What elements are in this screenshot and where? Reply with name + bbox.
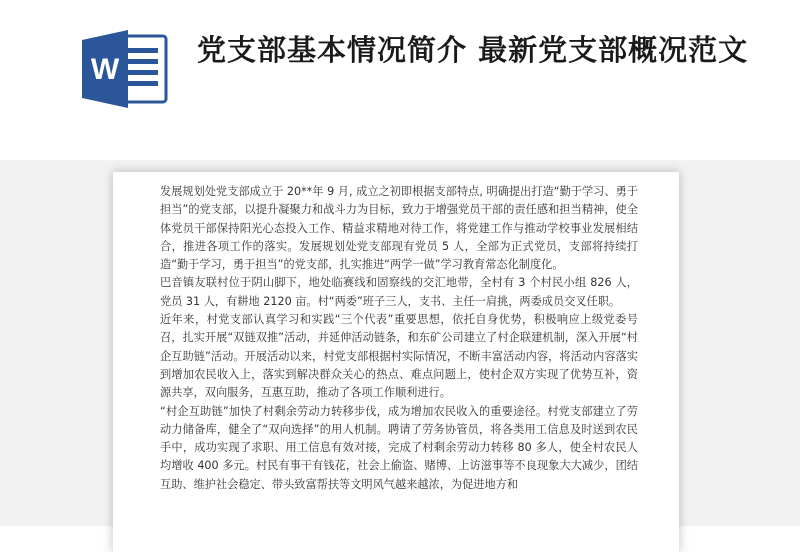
page-title: 党支部基本情况简介 最新党支部概况范文 <box>197 33 749 67</box>
paragraph: 巴音镇友联村位于阴山脚下，地处临赛线和固察线的交汇地带，全村有 3 个村民小组 826 人，党员 31 人，有耕地 2120 亩。村“两委”班子三人，支书、主任一肩挑，两委成员交叉任职。 <box>160 276 638 308</box>
word-app-icon <box>78 26 174 112</box>
header <box>0 0 800 160</box>
paragraph: 发展规划处党支部成立于 20**年 9 月, 成立之初即根据支部特点, 明确提出打造“勤于学习、勇于担当”的党支部，以提升凝聚力和战斗力为目标，致力于增强党员干部的责任感和担当精神，使全体党员干部保持阳光心态投入工作、精益求精地对待工作，将党建工作与推动学校事业发展相结合，推进各项工作的落实。发展规划处党支部现有党员 5 人，全部为正式党员，支部将持续打造“勤于学习，勇于担当”的党支部，扎实推进“两学一做”学习教育常态化制度化。 <box>160 185 638 272</box>
word-logo-letter: W <box>90 53 120 86</box>
paragraph: “村企互助链”加快了村剩余劳动力转移步伐，成为增加农民收入的重要途径。村党支部建立了劳动力储备库，健全了“双向选择”的用人机制。聘请了劳务协管员，将各类用工信息及时送到农民手中，成功实现了求职、用工信息有效对接，完成了村剩余劳动力转移 80 多人，使全村农民人均增收 400 多元。村民有事干有钱花，社会上偷盗、赌博、上访滋事等不良现象大大减少，团结互助、维护社会稳定、带头致富帮扶等文明风气越来越浓，为促进地方和 <box>160 404 638 491</box>
document-body <box>160 183 638 494</box>
paragraph: 近年来，村党支部认真学习和实践“三个代表”重要思想，依托自身优势，积极响应上级党委号召，扎实开展“双链双推”活动，并延伸活动链条，和东矿公司建立了村企联建机制，深入开展“村企互助链”活动。开展活动以来，村党支部根据村实际情况，不断丰富活动内容，将活动内容落实到增加农民收入上，落实到解决群众关心的热点、难点问题上，使村企双方实现了优势互补，资源共享，双向服务，互惠互助，推动了各项工作顺利进行。 <box>160 313 638 400</box>
